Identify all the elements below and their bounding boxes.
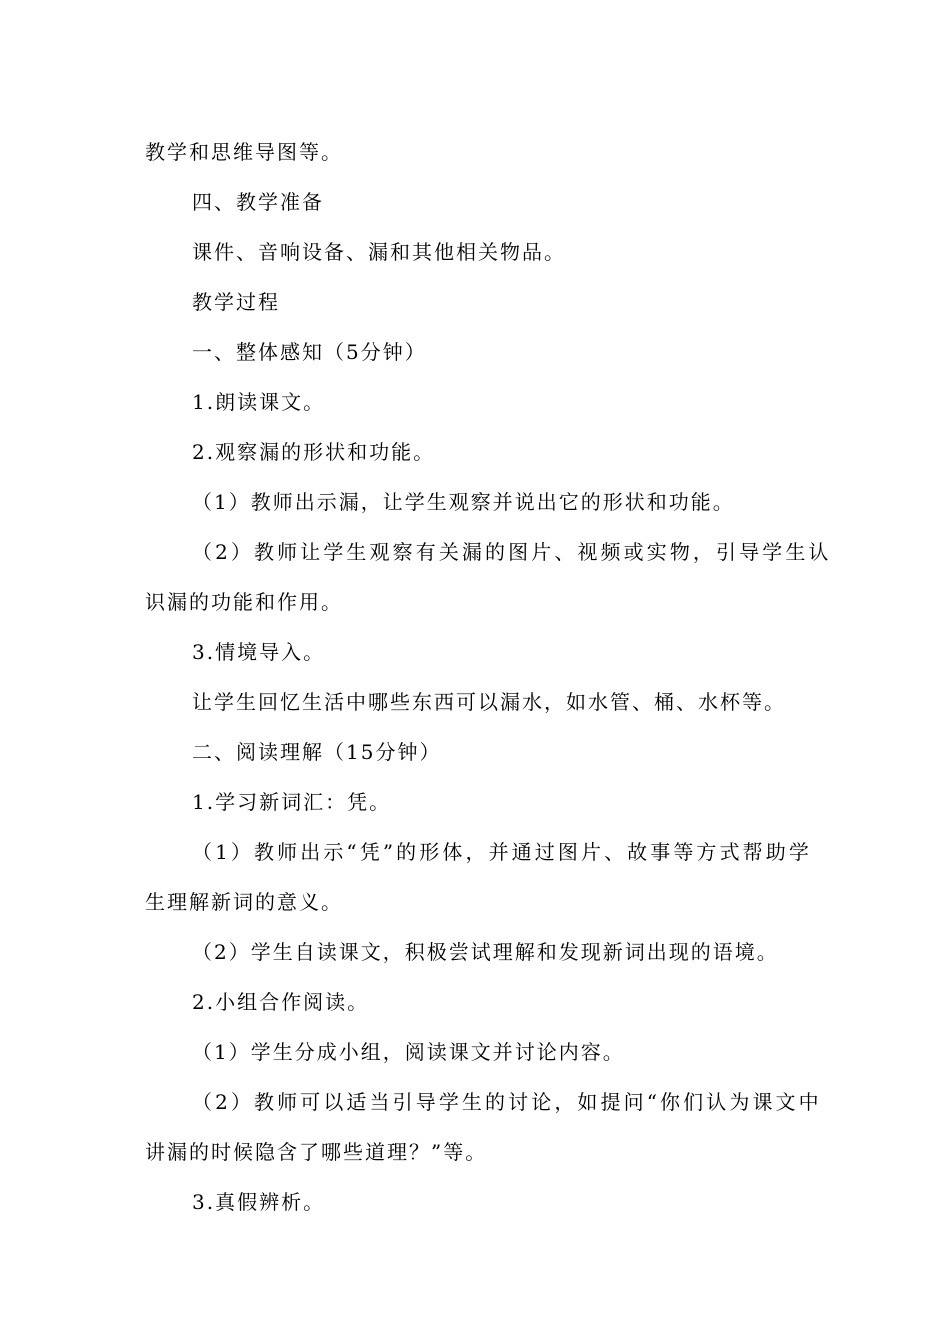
section-heading: 一、整体感知（5分钟） — [192, 340, 427, 364]
paragraph-line: 讲漏的时候隐含了哪些道理？”等。 — [145, 1140, 488, 1164]
sub-list-item: （2）教师可以适当引导学生的讨论，如提问“你们认为课文中 — [192, 1090, 822, 1114]
paragraph-line: 生理解新词的意义。 — [145, 890, 343, 914]
sub-list-item: （2）学生自读课文，积极尝试理解和发现新词出现的语境。 — [192, 940, 779, 964]
section-heading: 教学过程 — [192, 290, 280, 314]
list-item: 2.观察漏的形状和功能。 — [192, 440, 436, 464]
list-item: 2.小组合作阅读。 — [192, 990, 370, 1014]
list-item: 3.情境导入。 — [192, 640, 326, 664]
list-item: 3.真假辨析。 — [192, 1190, 326, 1214]
sub-list-item: （1）教师出示“凭”的形体，并通过图片、故事等方式帮助学 — [192, 840, 812, 864]
list-item: 1.朗读课文。 — [192, 390, 326, 414]
section-heading: 四、教学准备 — [192, 190, 324, 214]
paragraph-line: 让学生回忆生活中哪些东西可以漏水，如水管、桶、水杯等。 — [192, 690, 786, 714]
paragraph-line: 课件、音响设备、漏和其他相关物品。 — [192, 240, 566, 264]
sub-list-item: （1）教师出示漏，让学生观察并说出它的形状和功能。 — [192, 490, 735, 514]
sub-list-item: （1）学生分成小组，阅读课文并讨论内容。 — [192, 1040, 625, 1064]
list-item: 1.学习新词汇：凭。 — [192, 790, 392, 814]
paragraph-line: 教学和思维导图等。 — [145, 140, 343, 164]
paragraph-line: 识漏的功能和作用。 — [145, 590, 343, 614]
sub-list-item: （2）教师让学生观察有关漏的图片、视频或实物，引导学生认 — [192, 540, 832, 564]
section-heading: 二、阅读理解（15分钟） — [192, 740, 442, 764]
